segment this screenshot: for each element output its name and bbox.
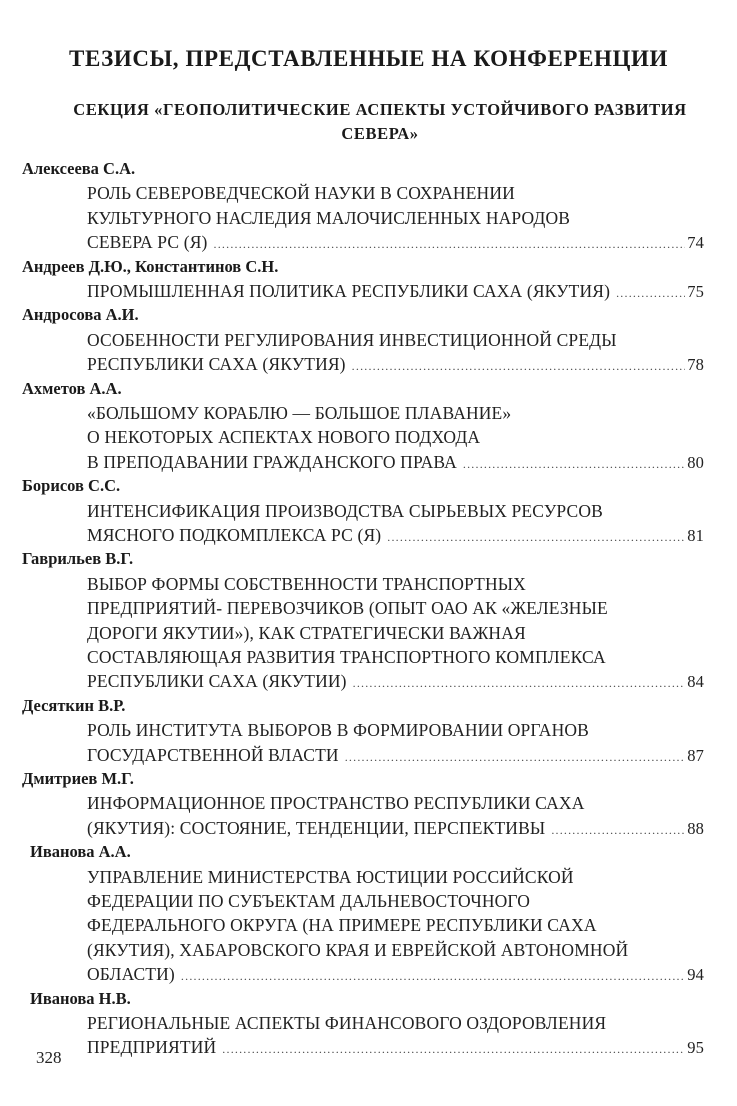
entry-title-line: РЕСПУБЛИКИ САХА (ЯКУТИЯ)	[87, 354, 346, 374]
entry-author: Иванова Н.В.	[30, 989, 131, 1008]
dot-leader	[352, 354, 686, 378]
entry-title-line: ПРОМЫШЛЕННАЯ ПОЛИТИКА РЕСПУБЛИКИ САХА (ЯКУТИЯ)	[87, 281, 611, 301]
entry-author: Ахметов А.А.	[22, 379, 122, 398]
dot-leader	[387, 525, 685, 549]
entry-title-line: КУЛЬТУРНОГО НАСЛЕДИЯ МАЛОЧИСЛЕННЫХ НАРОДОВ	[87, 208, 571, 228]
entry-title-line: РЕГИОНАЛЬНЫЕ АСПЕКТЫ ФИНАНСОВОГО ОЗДОРОВЛЕНИЯ	[87, 1013, 607, 1033]
dot-leader	[551, 818, 685, 842]
entry-author: Борисов С.С.	[22, 476, 121, 495]
entry-title-last-line	[87, 1035, 704, 1059]
entry-title-line: ФЕДЕРАЛЬНОГО ОКРУГА (НА ПРИМЕРЕ РЕСПУБЛИКИ САХА	[87, 915, 597, 935]
entry-title-last-line	[87, 230, 704, 254]
dot-leader	[353, 671, 686, 695]
entry-author: Дмитриев М.Г.	[22, 769, 134, 788]
section-title: СЕКЦИЯ «ГЕОПОЛИТИЧЕСКИЕ АСПЕКТЫ УСТОЙЧИВОГО РАЗВИТИЯ СЕВЕРА»	[73, 100, 687, 143]
entry-title-line: ПРЕДПРИЯТИЙ	[87, 1037, 217, 1057]
entry-title-last-line	[87, 962, 704, 986]
entry-title-line: «БОЛЬШОМУ КОРАБЛЮ — БОЛЬШОЕ ПЛАВАНИЕ»	[87, 403, 512, 423]
dot-leader	[222, 1037, 685, 1061]
entry-page-number: 84	[687, 672, 704, 691]
entry-title-line: О НЕКОТОРЫХ АСПЕКТАХ НОВОГО ПОДХОДА	[87, 427, 481, 447]
entry-page-number: 88	[687, 819, 704, 838]
page-heading: ТЕЗИСЫ, ПРЕДСТАВЛЕННЫЕ НА КОНФЕРЕНЦИИ	[69, 46, 668, 71]
entry-page-number: 74	[687, 233, 704, 252]
entry-title-last-line	[87, 523, 704, 547]
page-number: 328	[36, 1048, 62, 1067]
entry-page-number: 80	[687, 453, 704, 472]
entry-author: Алексеева С.А.	[22, 159, 136, 178]
entry-title-line: ОБЛАСТИ)	[87, 964, 175, 984]
entry-title-line: УПРАВЛЕНИЕ МИНИСТЕРСТВА ЮСТИЦИИ РОССИЙСКОЙ	[87, 867, 574, 887]
entry-author: Десяткин В.Р.	[22, 696, 126, 715]
entry-title-line: ВЫБОР ФОРМЫ СОБСТВЕННОСТИ ТРАНСПОРТНЫХ	[87, 574, 526, 594]
entry-page-number: 94	[687, 965, 704, 984]
entry-title-line: ФЕДЕРАЦИИ ПО СУБЪЕКТАМ ДАЛЬНЕВОСТОЧНОГО	[87, 891, 531, 911]
entry-title-line: СЕВЕРА РС (Я)	[87, 232, 208, 252]
entry-page-number: 75	[687, 282, 704, 301]
dot-leader	[616, 281, 685, 305]
entry-page-number: 87	[687, 746, 704, 765]
entry-title-last-line	[87, 669, 704, 693]
entry-author: Гаврильев В.Г.	[22, 549, 134, 568]
entry-title-line: (ЯКУТИЯ), ХАБАРОВСКОГО КРАЯ И ЕВРЕЙСКОЙ АВТОНОМНОЙ	[87, 940, 629, 960]
entry-title-line: СОСТАВЛЯЮЩАЯ РАЗВИТИЯ ТРАНСПОРТНОГО КОМПЛЕКСА	[87, 647, 606, 667]
entry-author: Андросова А.И.	[22, 305, 139, 324]
entry-author: Иванова А.А.	[30, 842, 131, 861]
entry-title-line: В ПРЕПОДАВАНИИ ГРАЖДАНСКОГО ПРАВА	[87, 452, 457, 472]
entry-title-line: ОСОБЕННОСТИ РЕГУЛИРОВАНИЯ ИНВЕСТИЦИОННОЙ СРЕДЫ	[87, 330, 617, 350]
entry-title-line: РОЛЬ СЕВЕРОВЕДЧЕСКОЙ НАУКИ В СОХРАНЕНИИ	[87, 183, 515, 203]
dot-leader	[463, 452, 685, 476]
entry-page-number: 78	[687, 355, 704, 374]
entry-title-line: РОЛЬ ИНСТИТУТА ВЫБОРОВ В ФОРМИРОВАНИИ ОРГАНОВ	[87, 720, 589, 740]
entry-author: Андреев Д.Ю., Константинов С.Н.	[22, 257, 279, 276]
entry-title-last-line	[87, 279, 704, 303]
entry-title-last-line	[87, 450, 704, 474]
entry-page-number: 95	[687, 1038, 704, 1057]
entry-title-line: МЯСНОГО ПОДКОМПЛЕКСА РС (Я)	[87, 525, 382, 545]
dot-leader	[345, 745, 685, 769]
entry-title-line: ИНТЕНСИФИКАЦИЯ ПРОИЗВОДСТВА СЫРЬЕВЫХ РЕСУРСОВ	[87, 501, 603, 521]
entry-title-last-line	[87, 352, 704, 376]
entry-title-last-line	[87, 743, 704, 767]
entry-title-line: ИНФОРМАЦИОННОЕ ПРОСТРАНСТВО РЕСПУБЛИКИ САХА	[87, 793, 585, 813]
dot-leader	[214, 232, 686, 256]
entry-title-last-line	[87, 816, 704, 840]
dot-leader	[181, 964, 685, 988]
entry-title-line: ДОРОГИ ЯКУТИИ»), КАК СТРАТЕГИЧЕСКИ ВАЖНАЯ	[87, 623, 526, 643]
entry-title-line: (ЯКУТИЯ): СОСТОЯНИЕ, ТЕНДЕНЦИИ, ПЕРСПЕКТИВЫ	[87, 818, 546, 838]
entry-title-line: РЕСПУБЛИКИ САХА (ЯКУТИИ)	[87, 671, 347, 691]
entry-title-line: ПРЕДПРИЯТИЙ- ПЕРЕВОЗЧИКОВ (ОПЫТ ОАО АК «ЖЕЛЕЗНЫЕ	[87, 598, 608, 618]
entry-page-number: 81	[687, 526, 704, 545]
entry-title-line: ГОСУДАРСТВЕННОЙ ВЛАСТИ	[87, 745, 339, 765]
